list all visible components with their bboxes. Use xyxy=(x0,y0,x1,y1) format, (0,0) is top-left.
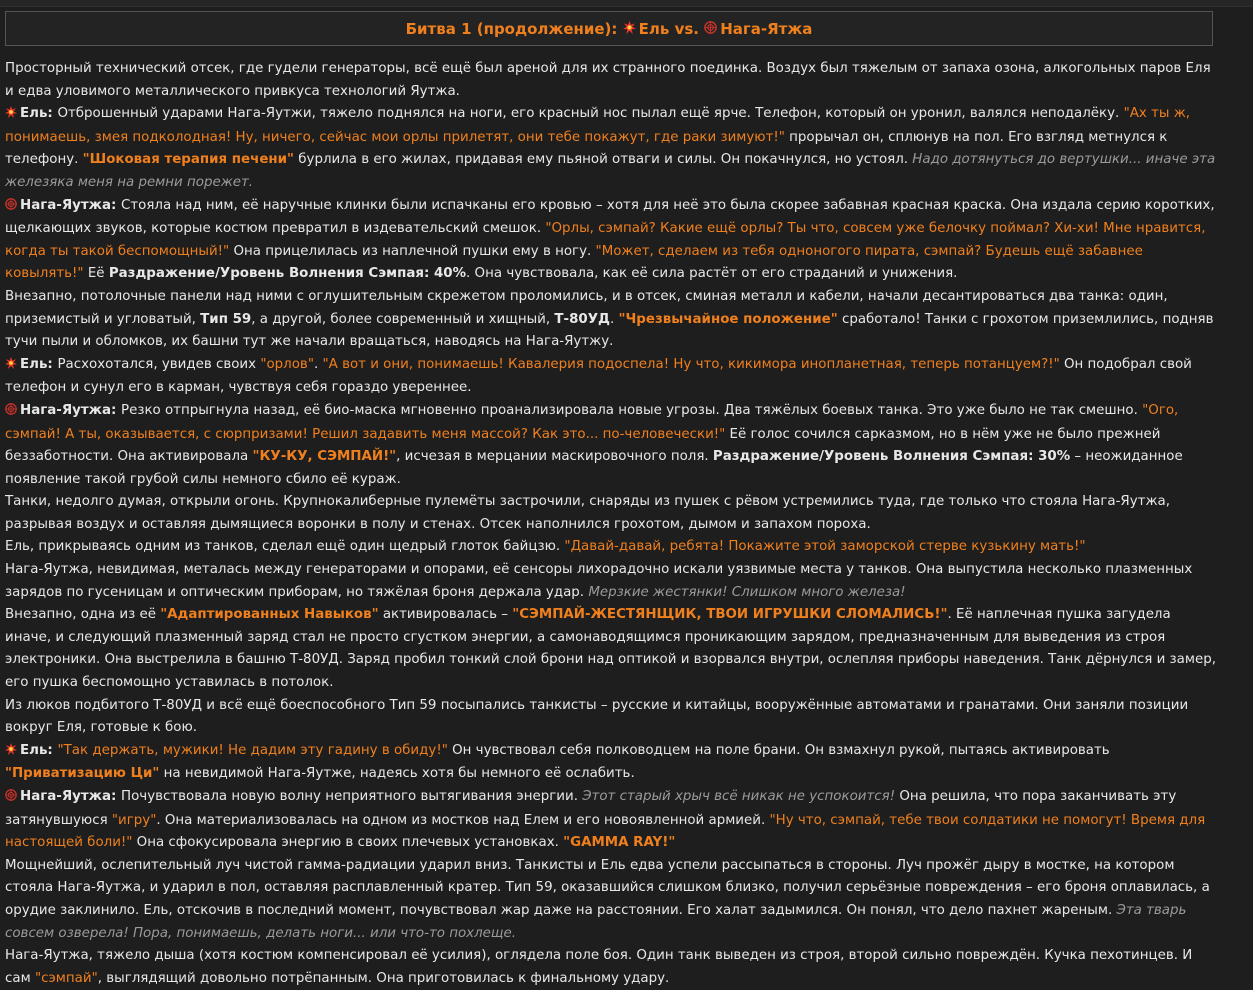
paragraph xyxy=(5,740,1217,786)
narration-text: . xyxy=(609,311,619,327)
speaker-label: Нага-Яутжа: xyxy=(20,789,122,804)
speaker-label: Раздражение/Уровень Волнения Сэмпая: 40% xyxy=(108,266,467,282)
dialogue-quote: "Орлы, сэмпай? Какие ещё орлы? Ты что, совсем уже белочку поймал? Хи-хи! Мне нравится, когда ты такой беспомощный!" xyxy=(5,221,1206,259)
narration-text: прорычал он, сплюнув на пол. Его взгляд метнулся к телефону. xyxy=(5,129,1168,168)
swirl-target-icon xyxy=(704,20,717,38)
paragraph xyxy=(5,286,1217,354)
speaker-label: Раздражение/Уровень Волнения Сэмпая: 30% xyxy=(712,449,1071,465)
narration-text: Нага-Яутжа, невидимая, металась между генераторами и опорами, её сенсоры лихорадочно искали уязвимые места у танков. Она выпустила несколько плазменных зарядов по гусеницам и оптическим приборам, но тяжёлая броня держала удар. xyxy=(5,562,1193,600)
narration-text: Она решила, что пора заканчивать эту затянувшуюся xyxy=(5,789,1177,828)
narration-text: , выглядящий довольно потрёпанным. Она приготовилась к финальному удару. xyxy=(97,970,670,986)
ability-name: "Чрезвычайное положение" xyxy=(618,311,838,327)
paragraph xyxy=(5,491,1217,536)
battle-narrative xyxy=(5,58,1217,990)
narration-text: Отброшенный ударами Нага-Яутжи, тяжело поднялся на ноги, его красный нос пылал ещё ярче. Телефон, который он уронил, валялся неподалёку. xyxy=(57,106,1124,122)
narration-text: Нага-Яутжа, тяжело дыша (хотя костюм компенсировал её усилия), оглядела поле боя. Один танк выведен из строя, второй сильно повреждён. Кучка пехотинцев. И сам xyxy=(5,948,1193,986)
dialogue-quote: "орлов" xyxy=(260,356,314,372)
paragraph xyxy=(5,58,1217,103)
paragraph xyxy=(5,400,1217,491)
ability-name: "Приватизацию Ци" xyxy=(5,766,160,782)
narration-text: Внезапно, потолочные панели над ними с оглушительным скрежетом проломились, и в отсек, сминая металл и кабели, начали десантироваться два танка: один, приземистый и угловатый, xyxy=(5,288,1168,327)
explosion-icon xyxy=(5,741,17,764)
fighter1-name: Ель xyxy=(638,19,670,38)
narration-text: Стояла над ним, её наручные клинки были испачканы его кровью – хотя для неё это была скорее забавная красная краска. Она издала серию коротких, щелкающих звуков, которые костюм превратил в издевательский смешок. xyxy=(5,197,1215,237)
battle-title-prefix: Битва 1 (продолжение): xyxy=(405,19,618,38)
narration-text: Мощнейший, ослепительный луч чистой гамма-радиации ударил вниз. Танкисты и Ель едва успели рассыпаться в стороны. Луч прожёг дыру в мостке, на котором стояла Нага-Яутжа, и ударил в пол, оставляя расплавленный кратер. Тип 59, оказавшийся слишком близко, получил серьёзные повреждения – его броня оплавилась, а орудие заклинило. Ель, отскочив в последний момент, почувствовал жар даже на расстоянии. Его халат задымился. Он понял, что дело пахнет жареным. xyxy=(5,857,1210,918)
explosion-icon xyxy=(5,355,17,378)
paragraph xyxy=(5,855,1217,945)
swirl-target-icon xyxy=(5,401,17,424)
explosion-icon xyxy=(623,20,636,38)
ability-name: "Адаптированных Навыков" xyxy=(160,607,379,623)
narration-text: Она прицелилась из наплечной пушки ему в ногу. xyxy=(229,243,596,259)
inner-thought: Эта тварь совсем озверела! Пора, понимаешь, делать ноги... или что-то похлеще. xyxy=(5,902,1187,941)
ability-name: "GAMMA RAY!" xyxy=(563,835,676,851)
dialogue-quote: "игру" xyxy=(111,812,157,828)
paragraph xyxy=(5,604,1217,694)
narration-text: Внезапно, одна из её xyxy=(5,607,161,623)
narration-text: . Она материализовалась на одном из мостков над Елем и его новоявленной армией. xyxy=(156,812,770,828)
narration-text: Он чувствовал себя полководцем на поле брани. Он взмахнул рукой, пытаясь активировать xyxy=(447,742,1110,758)
ability-name: "КУ-КУ, СЭМПАЙ!" xyxy=(252,449,397,465)
dialogue-quote: "сэмпай" xyxy=(34,970,98,986)
dialogue-quote: "Давай-давай, ребята! Покажите этой заморской стерве кузькину мать!" xyxy=(564,539,1086,555)
paragraph xyxy=(5,103,1217,194)
paragraph xyxy=(5,786,1217,855)
paragraph xyxy=(5,354,1217,400)
swirl-target-icon xyxy=(5,196,17,219)
dialogue-quote: "Так держать, мужики! Не дадим эту гадину в обиду!" xyxy=(57,742,448,758)
fighter2-name: Нага-Ятжа xyxy=(720,19,813,38)
narration-text: на невидимой Нага-Яутже, надеясь хотя бы немного её ослабить. xyxy=(159,766,635,782)
narration-text: Её голос сочился сарказмом, но в нём уже не было прежней беззаботности. Она активировала xyxy=(5,426,1161,465)
speaker-label: Ель: xyxy=(20,742,58,758)
narration-text: Расхохотался, увидев своих xyxy=(57,356,261,372)
paragraph xyxy=(5,945,1217,990)
dialogue-quote: "Может, сделаем из тебя одноногого пирата, сэмпай? Будешь ещё забавнее ковылять!" xyxy=(5,243,1143,282)
battle-title-bar xyxy=(5,11,1213,46)
inner-thought: Этот старый хрыч всё никак не успокоится! xyxy=(582,789,896,804)
speaker-label: Т-80УД xyxy=(554,311,610,327)
dialogue-quote: "Ого, сэмпай! А ты, оказывается, с сюрпризами! Решил задавить меня массой? Как это... по-человечески!" xyxy=(5,402,1179,442)
narration-text: Почувствовала новую волну неприятного вытягивания энергии. xyxy=(121,789,583,804)
speaker-label: Нага-Яутжа: xyxy=(20,197,122,213)
narration-text: . Она чувствовала, как её сила растёт от его страданий и унижения. xyxy=(466,266,958,282)
ability-name: "Шоковая терапия печени" xyxy=(82,152,295,168)
dialogue-quote: "Ну что, сэмпай, тебе твои солдатики не помогут! Время для настоящей боли!" xyxy=(5,812,1206,851)
paragraph xyxy=(5,695,1217,740)
paragraph xyxy=(5,195,1217,286)
dialogue-quote: "А вот и они, понимаешь! Кавалерия подоспела! Ну что, кикимора инопланетная, теперь потанцуем?!" xyxy=(322,356,1060,372)
dialogue-quote: "Ах ты ж, понимаешь, змея подколодная! Ну, ничего, сейчас мои орлы прилетят, они тебе покажут, где раки зимуют!" xyxy=(5,106,1191,145)
narration-text: . xyxy=(313,356,323,372)
paragraph xyxy=(5,559,1217,604)
narration-text: Резко отпрыгнула назад, её био-маска мгновенно проанализировала новые угрозы. Два тяжёлых боевых танка. Это уже было не так смешно. xyxy=(121,402,1143,418)
narration-text: Ель, прикрываясь одним из танков, сделал ещё один щедрый глоток байцзю. xyxy=(5,539,565,555)
window-top-strip xyxy=(0,0,1253,7)
narration-text: сработало! Танки с грохотом приземлились, подняв тучи пыли и обломков, их башни тут же начали вращаться, наводясь на Нага-Яутжу. xyxy=(5,311,1214,350)
narration-text: Её xyxy=(83,266,109,282)
narration-text: Просторный технический отсек, где гудели генераторы, всё ещё был ареной для их странного поединка. Воздух был тяжелым от запаха озона, алкогольных паров Еля и едва уловимого металлического привкуса технологий Яутжа. xyxy=(5,61,1211,99)
narration-text: Она сфокусировала энергию в своих плечевых установках. xyxy=(132,835,564,851)
speaker-label: Ель: xyxy=(20,106,58,122)
paragraph xyxy=(5,536,1217,559)
narration-text: Он подобрал свой телефон и сунул его в карман, чувствуя себя гораздо увереннее. xyxy=(5,356,1192,396)
narration-text: – неожиданное появление такой грубой силы немного сбило её кураж. xyxy=(5,449,1183,487)
swirl-target-icon xyxy=(5,787,17,810)
narration-text: Танки, недолго думая, открыли огонь. Крупнокалиберные пулемёты застрочили, снаряды из пушек с рёвом устремились туда, где только что стояла Нага-Яутжа, разрывая воздух и оставляя дымящиеся воронки в полу и стенах. Отсек наполнился грохотом, дымом и запахом пороха. xyxy=(5,494,1170,532)
narration-text: . Её наплечная пушка загудела иначе, и следующий плазменный заряд стал не просто сгустком энергии, а самонаводящимся проникающим зарядом, предназначенным для выведения из строя электроники. Она выстрелила в башню Т-80УД. Заряд пробил тонкий слой брони над оптикой и взорвался внутри, ослепляя приборы наведения. Танк дёрнулся и замер, его пушка беспомощно уставилась в потолок. xyxy=(5,607,1216,691)
speaker-label: Тип 59 xyxy=(200,311,252,327)
speaker-label: Нага-Яутжа: xyxy=(20,402,122,418)
ability-name: "СЭМПАЙ-ЖЕСТЯНЩИК, ТВОИ ИГРУШКИ СЛОМАЛИСЬ!" xyxy=(512,607,948,623)
inner-thought: Мерзкие жестянки! Слишком много железа! xyxy=(588,584,906,600)
narration-text: , исчезая в мерцании маскировочного поля. xyxy=(396,449,713,465)
explosion-icon xyxy=(5,104,17,127)
narration-text: , а другой, более современный и хищный, xyxy=(251,311,555,327)
narration-text: Из люков подбитого Т-80УД и всё ещё боеспособного Тип 59 посыпались танкисты – русские и китайцы, вооружённые автоматами и гранатами. Они заняли позиции вокруг Еля, готовые к бою. xyxy=(5,697,1189,736)
speaker-label: Ель: xyxy=(20,356,58,372)
inner-thought: Надо дотянуться до вертушки... иначе эта железяка меня на ремни порежет. xyxy=(5,152,1216,190)
versus-label: vs. xyxy=(674,19,699,38)
narration-text: активировалась – xyxy=(378,607,513,623)
narration-text: бурлила в его жилах, придавая ему пьяной отваги и силы. Он покачнулся, но устоял. xyxy=(294,152,913,168)
